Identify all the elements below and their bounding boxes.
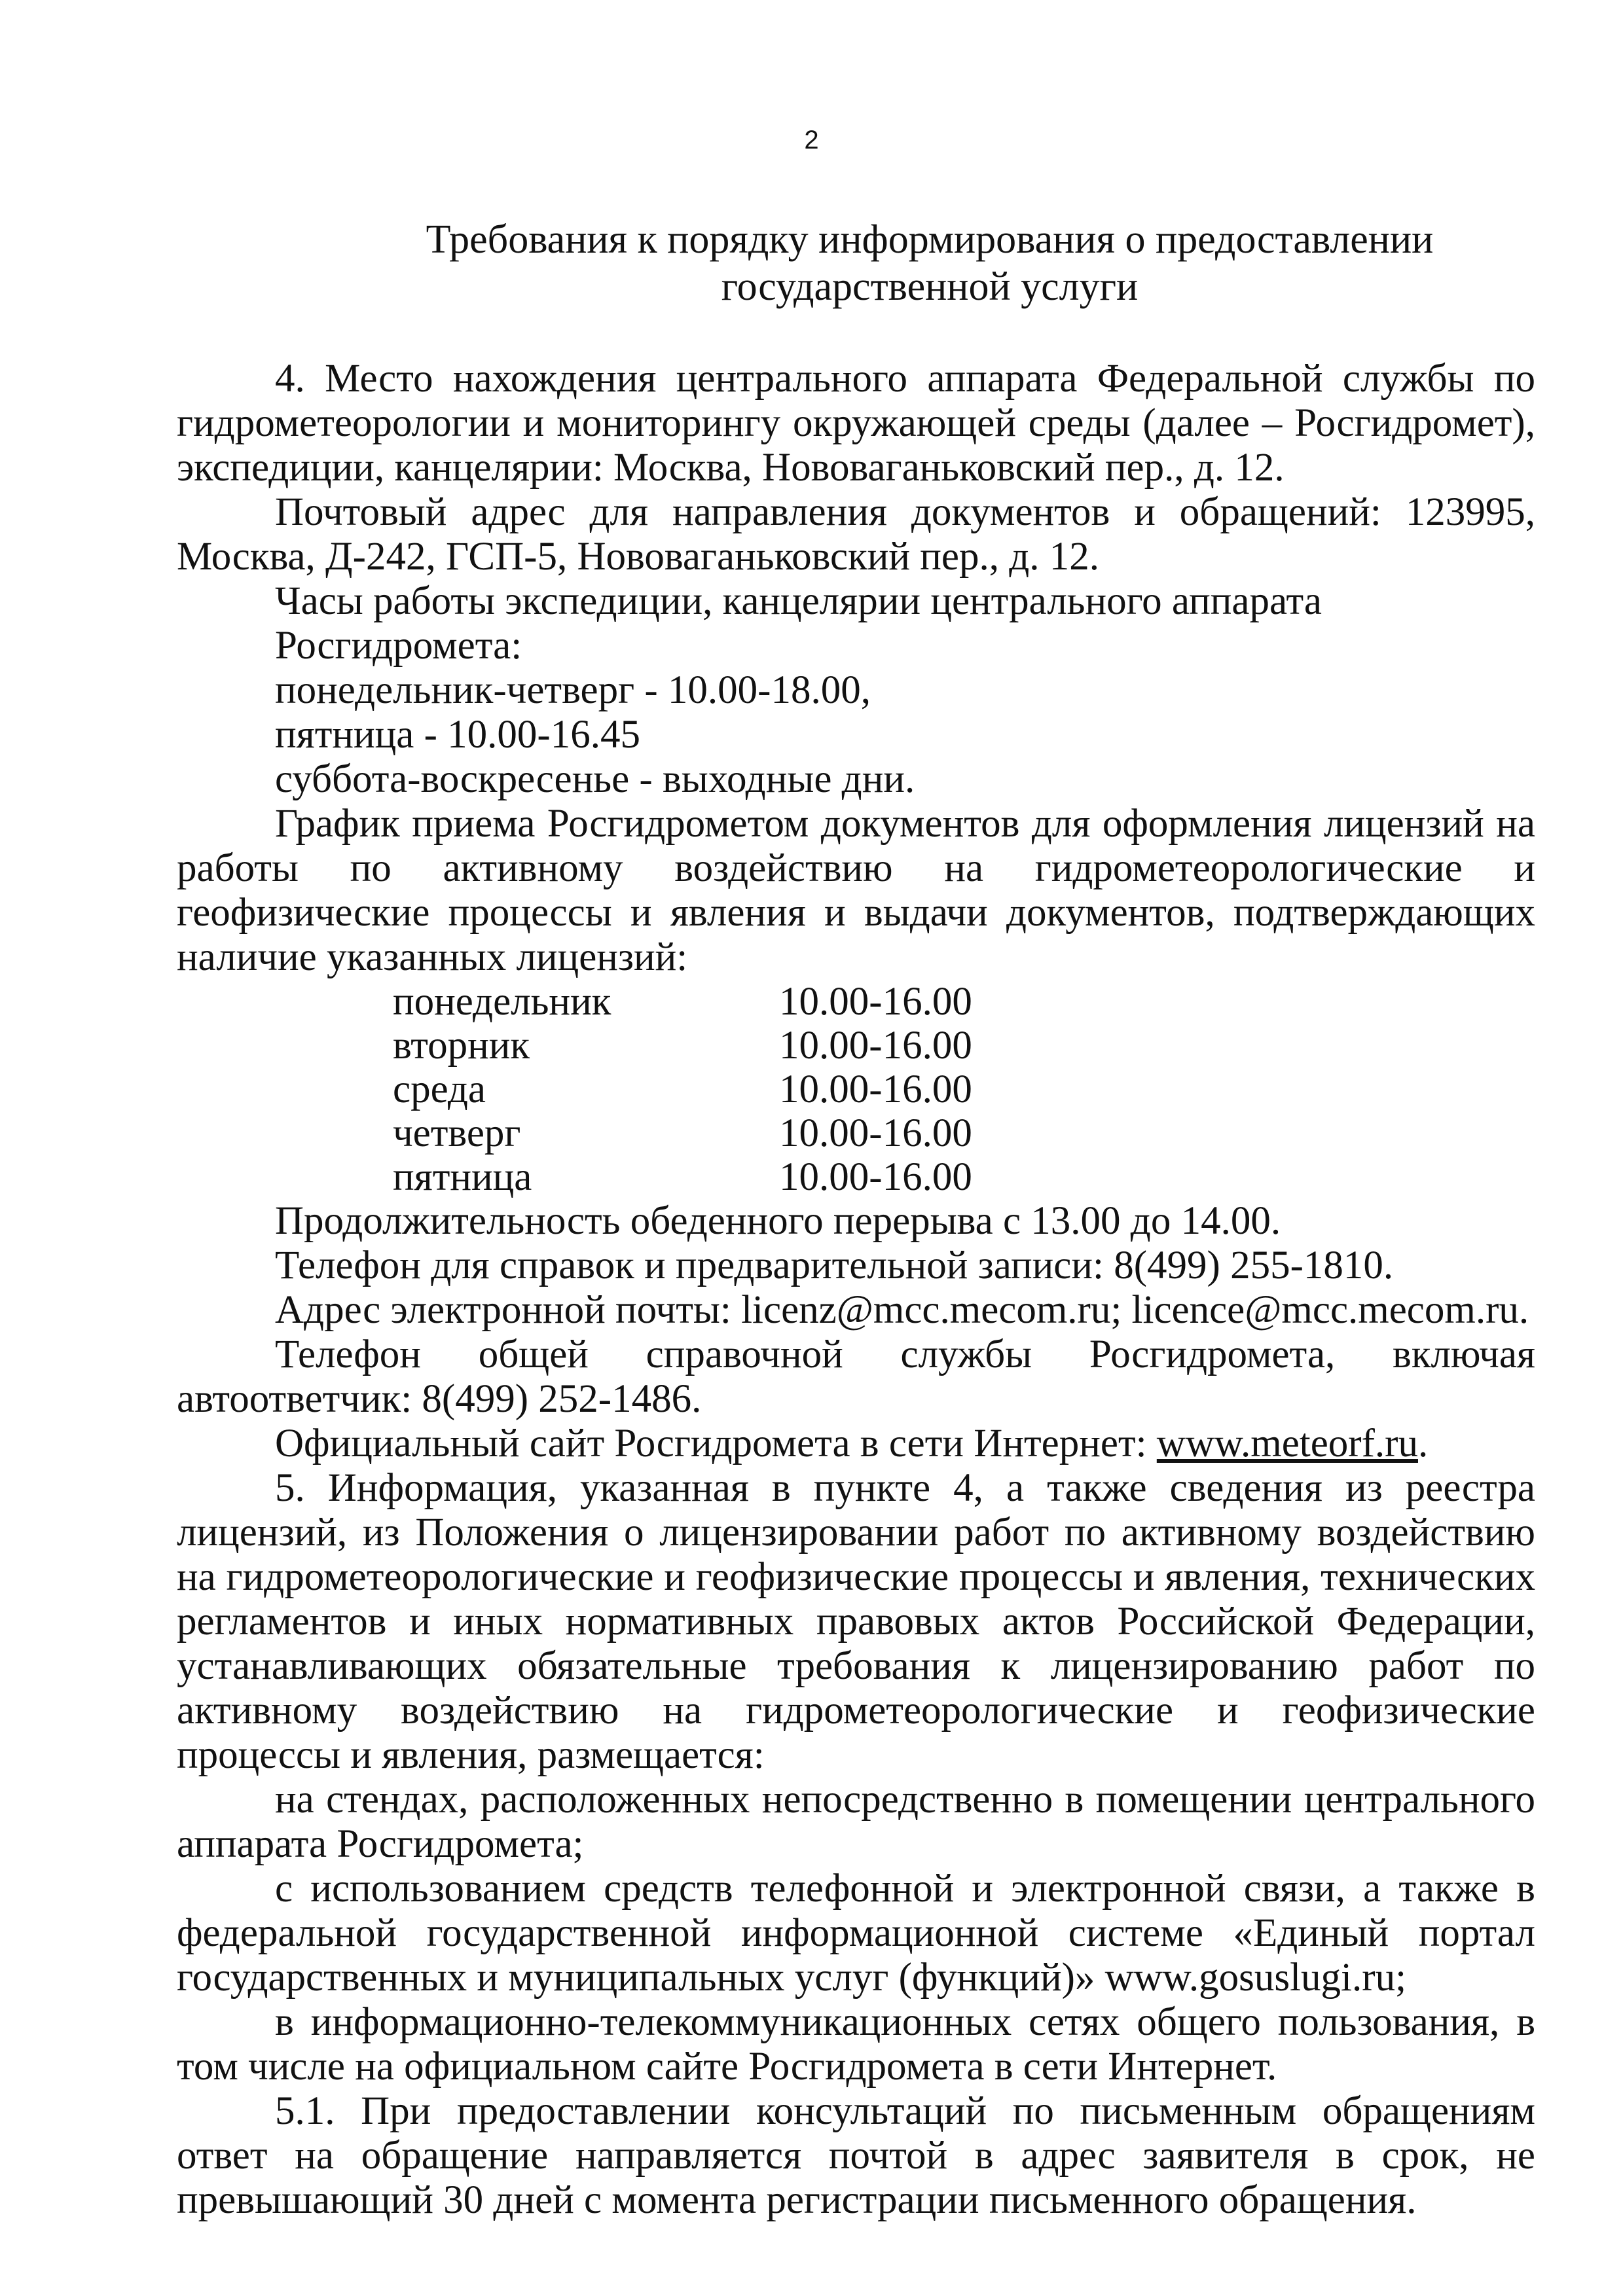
schedule-day: четверг [393, 1111, 521, 1155]
schedule-time: 10.00-16.00 [779, 1067, 972, 1111]
paragraph-5: 5. Информация, указанная в пункте 4, а также сведения из реестра лицензий, из Положения о лицензировании работ по активному воздействию на гидрометеорологические и геофизические процессы и явления, технических регламентов и иных нормативных правовых актов Российской Федерации, устанавливающих обязательные требования к лицензированию работ по активному воздействию на гидрометеорологические и геофизические процессы и явления, размещается: [177, 1466, 1535, 1777]
schedule-time: 10.00-16.00 [779, 980, 972, 1024]
schedule-table [393, 980, 972, 1199]
website-suffix: . [1417, 1422, 1429, 1465]
table-row [393, 1024, 972, 1067]
table-row [393, 1111, 972, 1155]
hours-line: пятница - 10.00-16.45 [275, 713, 640, 757]
hours-line: понедельник-четверг - 10.00-18.00, [275, 668, 871, 712]
website-line [177, 1422, 1535, 1466]
list-item: с использованием средств телефонной и электронной связи, а также в федеральной государственной информационной системе «Единый портал государственных и муниципальных услуг (функций)» www.gosuslugi.ru; [177, 1867, 1535, 2000]
schedule-intro: График приема Росгидрометом документов для оформления лицензий на работы по активному воздействию на гидрометеорологические и геофизические процессы и явления и выдачи документов, подтверждающих наличие указанных лицензий: [177, 802, 1535, 979]
paragraph-5-1: 5.1. При предоставлении консультаций по письменным обращениям ответ на обращение направляется почтой в адрес заявителя в срок, не превышающий 30 дней с момента регистрации письменного обращения. [177, 2089, 1535, 2222]
page-number: 2 [804, 126, 819, 154]
lunch-break: Продолжительность обеденного перерыва с 13.00 до 14.00. [275, 1199, 1281, 1243]
website-link[interactable]: www.meteorf.ru [1156, 1422, 1418, 1465]
list-item: на стендах, расположенных непосредственно в помещении центрального аппарата Росгидромета; [177, 1778, 1535, 1866]
schedule-day: понедельник [393, 980, 611, 1024]
phone-info: Телефон для справок и предварительной записи: 8(499) 255-1810. [275, 1244, 1394, 1287]
schedule-time: 10.00-16.00 [779, 1024, 972, 1067]
document-body [177, 357, 1535, 2223]
schedule-time: 10.00-16.00 [779, 1111, 972, 1155]
paragraph-4: 4. Место нахождения центрального аппарата Федеральной службы по гидрометеорологии и мониторингу окружающей среды (далее – Росгидромет), экспедиции, канцелярии: Москва, Нововаганьковский пер., д. 12. [177, 357, 1535, 490]
website-prefix: Официальный сайт Росгидромета в сети Интернет: [275, 1422, 1157, 1465]
table-row [393, 980, 972, 1024]
table-row [393, 1067, 972, 1111]
schedule-day: среда [393, 1067, 486, 1111]
hours-title: Часы работы экспедиции, канцелярии центрального аппарата Росгидромета: [275, 579, 1322, 668]
table-row [393, 1155, 972, 1199]
general-phone: Телефон общей справочной службы Росгидромета, включая автоответчик: 8(499) 252-1486. [177, 1333, 1535, 1421]
schedule-day: вторник [393, 1024, 530, 1067]
postal-address: Почтовый адрес для направления документов и обращений: 123995, Москва, Д-242, ГСП-5, Нововаганьковский пер., д. 12. [177, 490, 1535, 579]
section-heading: Требования к порядку информирования о предоставлении государственной услуги [426, 217, 1434, 309]
email-info: Адрес электронной почты: licenz@mcc.mecom.ru; licence@mcc.mecom.ru. [275, 1288, 1529, 1332]
schedule-time: 10.00-16.00 [779, 1155, 972, 1199]
list-item: в информационно-телекоммуникационных сетях общего пользования, в том числе на официальном сайте Росгидромета в сети Интернет. [177, 2000, 1535, 2089]
schedule-day: пятница [393, 1155, 532, 1199]
hours-line: суббота-воскресенье - выходные дни. [275, 757, 915, 801]
